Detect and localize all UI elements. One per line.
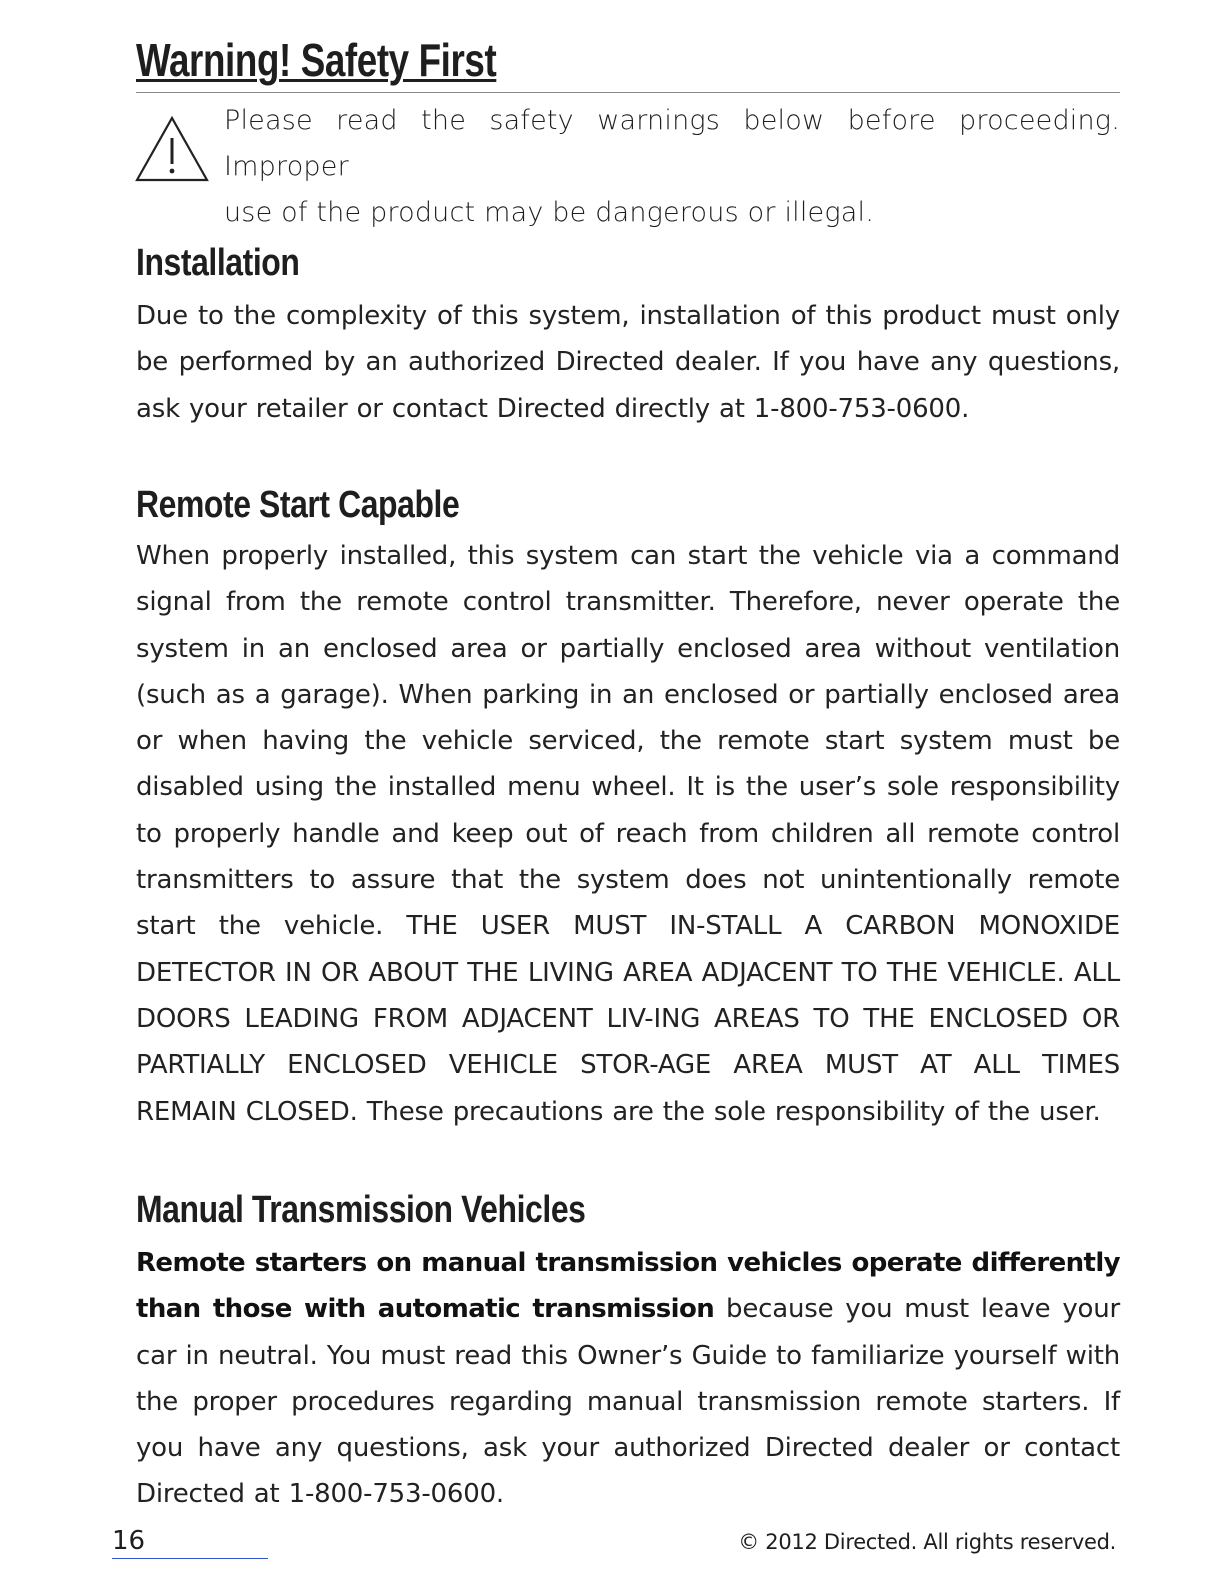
warning-triangle-icon xyxy=(134,114,210,184)
page-number-rule xyxy=(112,1558,268,1559)
manual-transmission-text: because you must leave your car in neutral. You must read this Owner’s Guide to familiarize yourself with the proper procedures regarding manual transmission remote starters. If you have any questions, ask your authorized Directed dealer or contact Directed at 1-800-753-0600. xyxy=(136,1294,1120,1510)
section-heading-manual-transmission: Manual Transmission Vehicles xyxy=(136,1189,586,1231)
page-title-rule xyxy=(136,30,1120,93)
page-number: 16 xyxy=(112,1526,146,1556)
copyright-notice: © 2012 Directed. All rights reserved. xyxy=(738,1530,1116,1554)
intro-line-2: use of the product may be dangerous or illegal. xyxy=(224,197,874,228)
manual-transmission-emphasis: Remote starters on manual transmission vehicles operate differently than those with automatic transmission xyxy=(136,1248,1120,1325)
section-body-manual-transmission xyxy=(136,1240,1120,1518)
page-title: Warning! Safety First xyxy=(136,34,497,86)
section-heading-installation: Installation xyxy=(136,242,300,284)
section-heading-remote-start: Remote Start Capable xyxy=(136,484,460,526)
section-body-installation: Due to the complexity of this system, installation of this product must only be performed by an authorized Directed dealer. If you have any questions, ask your retailer or contact Directed directly at 1-800-753-0600. xyxy=(136,301,1120,424)
intro-warning xyxy=(224,98,1120,236)
section-body-remote-start: When properly installed, this system can start the vehicle via a command signal from the remote control transmitter. Therefore, never operate the system in an enclosed area or partially enclosed area without ventilation (such as a garage). When parking in an enclosed or partially enclosed area or when having the vehicle serviced, the remote start system must be disabled using the installed menu wheel. It is the user’s sole responsibility to properly handle and keep out of reach from children all remote control transmitters to assure that the system does not unintentionally remote start the vehicle. THE USER MUST IN-STALL A CARBON MONOXIDE DETECTOR IN OR ABOUT THE LIVING AREA ADJACENT TO THE VEHICLE. ALL DOORS LEADING FROM ADJACENT LIV-ING AREAS TO THE ENCLOSED OR PARTIALLY ENCLOSED VEHICLE STOR-AGE AREA MUST AT ALL TIMES REMAIN CLOSED. These precautions are the sole responsibility of the user. xyxy=(136,541,1120,1127)
intro-line-1: Please read the safety warnings below before proceeding. Improper xyxy=(224,105,1120,182)
